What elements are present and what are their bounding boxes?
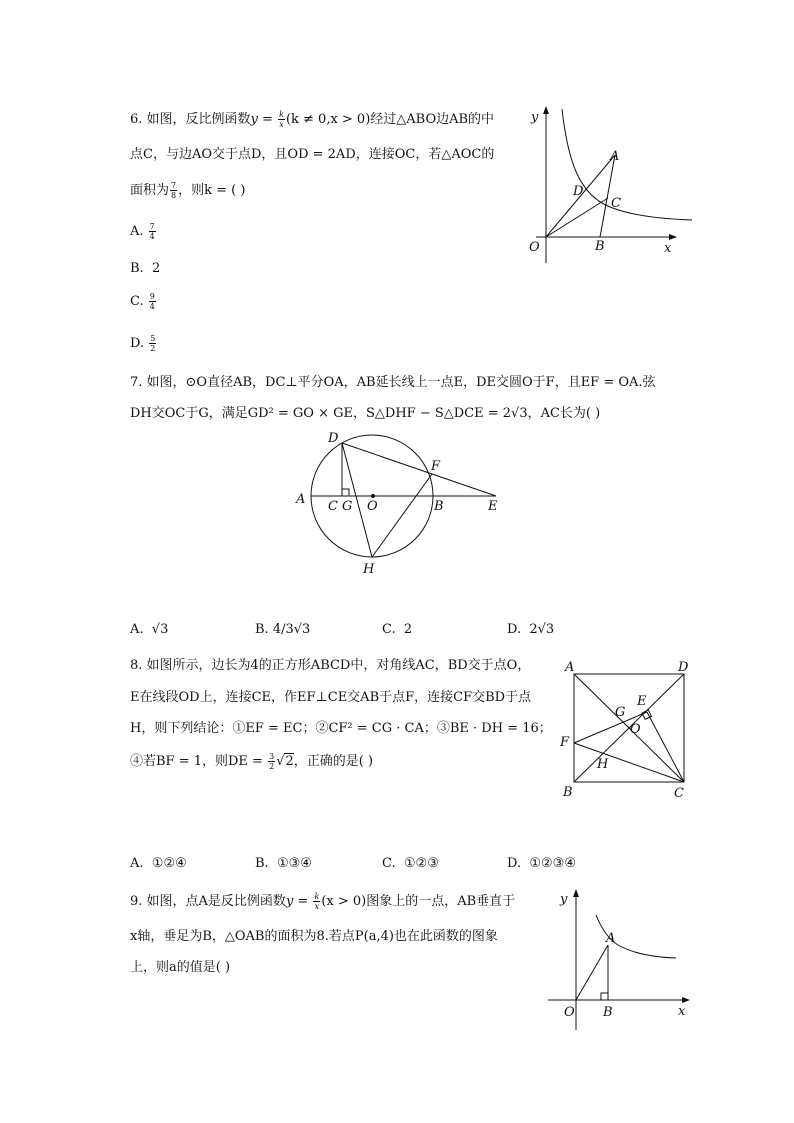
q7-label-b: B	[434, 499, 444, 514]
q6-cond: (k ≠ 0,x > 0)	[285, 112, 371, 127]
q8-line2: E在线段OD上，连接CE，作EF⊥CE交AB于点F，连接CF交BD于点	[130, 690, 532, 705]
q9-line1-post: 图象上的一点，AB垂直于	[366, 894, 516, 909]
q7-label-g: G	[342, 499, 353, 514]
q8-label-b: B	[563, 785, 573, 800]
q9-line1: 9. 如图，点A是反比例函数y = $\frac{k}{x}$ (x > 0)图象上的一点，AB垂直于	[130, 892, 516, 911]
q8-label-f: F	[560, 735, 570, 750]
q7-label-e: E	[488, 499, 498, 514]
q8-sqrt2: √2	[276, 754, 294, 769]
q8-figure	[560, 658, 700, 801]
q6-line2: 点C，与边AO交于点D，且OD = 2AD，连接OC，若△AOC的	[130, 147, 495, 162]
q8-label-a: A	[565, 660, 575, 675]
q8-label-c: C	[674, 786, 684, 801]
q7-center-dot	[371, 494, 375, 498]
q7-right-angle-mark	[342, 489, 349, 496]
q7-label-h: H	[363, 562, 375, 577]
q9-label-o: O	[564, 1005, 575, 1020]
q6-option-b[interactable]: B. 2	[130, 261, 161, 276]
q9-right-angle-mark	[601, 993, 608, 1000]
q8-line4-pre: ④若BF = 1，则DE =	[130, 754, 263, 769]
q8-option-a[interactable]: A. ①②④	[130, 856, 187, 871]
q6-option-a[interactable]: A. $\frac{7}{4}$	[130, 222, 155, 241]
q8-line4	[130, 752, 373, 771]
q9-line2: x轴，垂足为B，△OAB的面积为8.若点P(a,4)也在此函数的图象	[130, 929, 498, 944]
q6-func-fraction: $\frac{k}{x}$	[279, 110, 284, 129]
q6-line1: 6. 如图，反比例函数y = $\frac{k}{x}$ (k ≠ 0,x > 0)经过△ABO边AB的中	[130, 110, 495, 129]
q7-line1: 7. 如图，⊙O直径AB，DC⊥平分OA，AB延长线上一点E，DE交圆O于F，且EF = OA.弦	[130, 375, 656, 390]
q9-cond: (x > 0)	[321, 894, 367, 909]
q6-area-fraction: $\frac{7}{8}$	[171, 181, 177, 200]
q8-label-d: D	[678, 660, 689, 675]
q7-label-c: C	[328, 499, 338, 514]
q7-line2: DH交OC于G，满足GD² = GO × GE，S△DHF − S△DCE = 2√3，AC长为( )	[130, 406, 601, 421]
q6-label-b: B	[595, 239, 605, 254]
q8-line3: H，则下列结论：①EF = EC；②CF² = CG · CA；③BE · DH = 16；	[130, 721, 552, 736]
q8-option-b[interactable]: B. ①③④	[255, 856, 312, 871]
q9-label-y: y	[560, 892, 568, 907]
q6-label-y: y	[531, 110, 539, 125]
q6-OC	[546, 198, 608, 237]
q8-line1: 8. 如图所示，边长为4的正方形ABCD中，对角线AC，BD交于点O，	[130, 658, 531, 673]
q8-option-d[interactable]: D. ①②③④	[507, 856, 576, 871]
q9-label-a: A	[606, 931, 616, 946]
q6-label-c: C	[611, 196, 621, 211]
q9-label-b: B	[603, 1005, 613, 1020]
q6-figure	[520, 103, 700, 268]
q6-label-a: A	[610, 149, 620, 164]
q6-line3	[130, 181, 245, 200]
q7-DE	[342, 443, 496, 496]
q9-label-x: x	[678, 1004, 686, 1019]
q8-label-e: E	[637, 694, 647, 709]
q9-figure	[540, 885, 700, 1035]
q7-option-a[interactable]: A. √3	[130, 622, 169, 637]
q7-label-a: A	[296, 492, 306, 507]
q7-FH	[372, 474, 432, 557]
q8-CF	[574, 743, 684, 782]
q8-line4-post: ，正确的是( )	[293, 754, 374, 769]
q7-figure	[290, 428, 510, 578]
q8-de-fraction: $\frac{3}{2}$	[269, 752, 275, 771]
q9-OA	[576, 945, 608, 1000]
q7-option-d[interactable]: D. 2√3	[507, 622, 555, 637]
q6-hyperbola	[562, 109, 692, 220]
q7-label-o: O	[367, 499, 378, 514]
q6-line1-post: 经过△ABO边AB的中	[370, 112, 495, 127]
q7-label-d: D	[328, 431, 339, 446]
q9-line3: 上，则a的值是( )	[130, 960, 231, 975]
q7-option-b[interactable]: B. 4/3√3	[255, 622, 311, 637]
q7-label-f: F	[431, 459, 441, 474]
q8-label-h: H	[597, 757, 609, 772]
q6-line3-pre: 面积为	[130, 183, 170, 198]
q8-label-o: O	[630, 722, 641, 737]
q9-func-fraction: $\frac{k}{x}$	[314, 892, 320, 911]
q6-line1-pre: 6. 如图，反比例函数	[130, 112, 251, 127]
q7-option-c[interactable]: C. 2	[382, 622, 413, 637]
q8-label-g: G	[615, 705, 626, 720]
q6-label-d: D	[573, 184, 584, 199]
q9-line1-pre: 9. 如图，点A是反比例函数	[130, 894, 286, 909]
q8-CE	[647, 712, 684, 782]
q6-option-d[interactable]: D. $\frac{5}{2}$	[130, 334, 156, 353]
q6-label-x: x	[664, 241, 672, 256]
q6-line3-post: ，则k = ( )	[178, 183, 246, 198]
q6-option-c[interactable]: C. $\frac{9}{4}$	[130, 292, 155, 311]
q6-label-o: O	[529, 240, 540, 255]
q8-option-c[interactable]: C. ①②③	[382, 856, 439, 871]
